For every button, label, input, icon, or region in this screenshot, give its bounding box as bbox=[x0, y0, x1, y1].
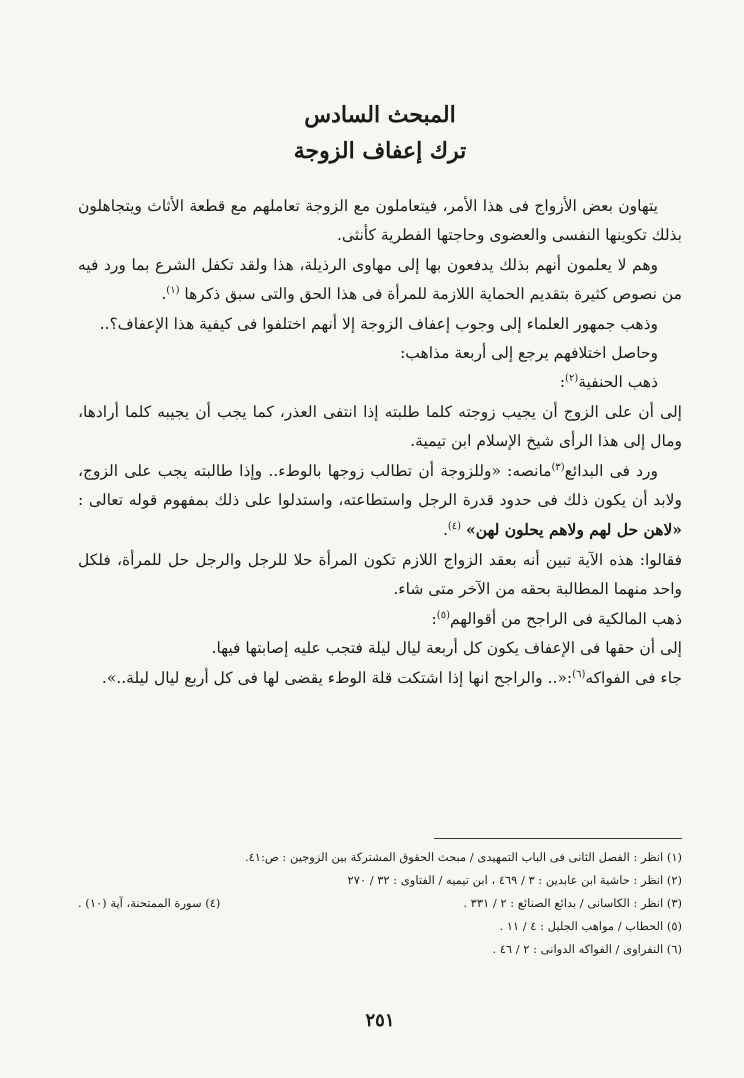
body-text bbox=[78, 192, 682, 693]
paragraph-5: إلى أن على الزوج أن يجيب زوجته كلما طلبته إذا انتفى العذر، كما يجب أن يجيبه كلما أرادها، ومال إلى هذا الرأى شيخ الإسلام ابن تيمية. bbox=[78, 402, 682, 451]
section-title: المبحث السادس bbox=[304, 102, 456, 128]
footnote-4: (٤) سورة الممتحنة، آية (١٠) . bbox=[78, 896, 221, 910]
section-subtitle: ترك إعفاف الزوجة bbox=[293, 138, 467, 164]
footnote-separator bbox=[434, 838, 682, 839]
paragraph-9: جاء فى الفواكه$^{(٦)}$:«.. والراجح انها إذا اشتكت قلة الوطء يقضى لها فى كل أربع ليال ليلة..». bbox=[101, 668, 682, 687]
paragraph-1: يتهاون بعض الأزواج فى هذا الأمر، فيتعاملون مع الزوجة تعاملهم مع قطعة الأثاث ويتجاهلون بذلك تكوينها النفسى والعضوى وحاجتها الفطرية كأنثى. bbox=[78, 197, 682, 245]
madhhab-hanafi-heading: ذهب الحنفية$^{(٢)}$: bbox=[559, 373, 658, 392]
footnote-2: (٢) انظر : حاشية ابن عابدين : ٣ / ٤٦٩ ، ابن تيميه / الفتاوى : ٣٢ / ٢٧٠ bbox=[347, 873, 682, 887]
footnote-ref-4: (٤) bbox=[447, 521, 462, 533]
footnote-ref-3: (٣) bbox=[551, 461, 565, 473]
footnote-1: (١) انظر : الفصل الثانى فى الباب التمهيدى / مبحث الحقوق المشتركة بين الزوجين : ص:٤١. bbox=[244, 850, 682, 864]
footnote-row-3-4 bbox=[78, 892, 682, 915]
madhhab-maliki-heading: ذهب المالكية فى الراجح من أقوالهم$^{(٥)}$: bbox=[431, 609, 682, 628]
paragraph-6: ورد فى البدائع$^{(٣)}$مانصه: «وللزوجة أن تطالب زوجها بالوطء.. وإذا طالبته يجب على الزوج، ولابد أن يكون ذلك فى حدود قدرة الرجل واستطاعته، واستدلوا على ذلك بمفهوم قوله تعالى : «لاهن حل لهم ولاهم يحلون لهن» $^{(٤)}$. bbox=[78, 461, 682, 540]
footnote-ref-1: (١) bbox=[166, 285, 180, 297]
footnote-5: (٥) الحطاب / مواهب الجليل : ٤ / ١١ . bbox=[499, 919, 682, 933]
footnote-ref-2: (٢) bbox=[565, 373, 579, 385]
footnote-ref-6: (٦) bbox=[572, 668, 586, 680]
page-number: ٢٥١ bbox=[365, 1010, 395, 1031]
paragraph-7: فقالوا: هذه الآية تبين أنه بعقد الزواج اللازم تكون المرأة حلا للرجل والرجل حل للمرأة، فلكل واحد منهما المطالبة بحقه من الآخر متى شاء. bbox=[78, 550, 682, 599]
paragraph-3: وذهب جمهور العلماء إلى وجوب إعفاف الزوجة إلا أنهم اختلفوا فى كيفية هذا الإعفاف؟.. bbox=[99, 314, 658, 333]
footnote-3: (٣) انظر : الكاسانى / بدائع الصنائع : ٢ / ٣٣١ . bbox=[463, 896, 682, 910]
footnotes bbox=[78, 846, 682, 961]
paragraph-8: إلى أن حقها فى الإعفاف يكون كل أربعة ليال ليلة فتجب عليه إصابتها فيها. bbox=[211, 639, 682, 658]
paragraph-2: وهم لا يعلمون أنهم بذلك يدفعون بها إلى مهاوى الرذيلة، هذا ولقد تكفل الشرع بما ورد فيه من نصوص كثيرة بتقديم الحماية اللازمة للمرأة فى هذا الحق والتى سبق ذكرها $^{(١)}$. bbox=[78, 255, 682, 304]
paragraph-4: وحاصل اختلافهم يرجع إلى أربعة مذاهب: bbox=[400, 344, 658, 363]
footnote-ref-5: (٥) bbox=[436, 609, 450, 621]
footnote-6: (٦) النفراوى / الفواكه الدوانى : ٢ / ٤٦ . bbox=[492, 942, 682, 956]
quran-verse: «لاهن حل لهم ولاهم يحلون لهن» bbox=[466, 520, 682, 540]
document-page bbox=[78, 0, 682, 1078]
